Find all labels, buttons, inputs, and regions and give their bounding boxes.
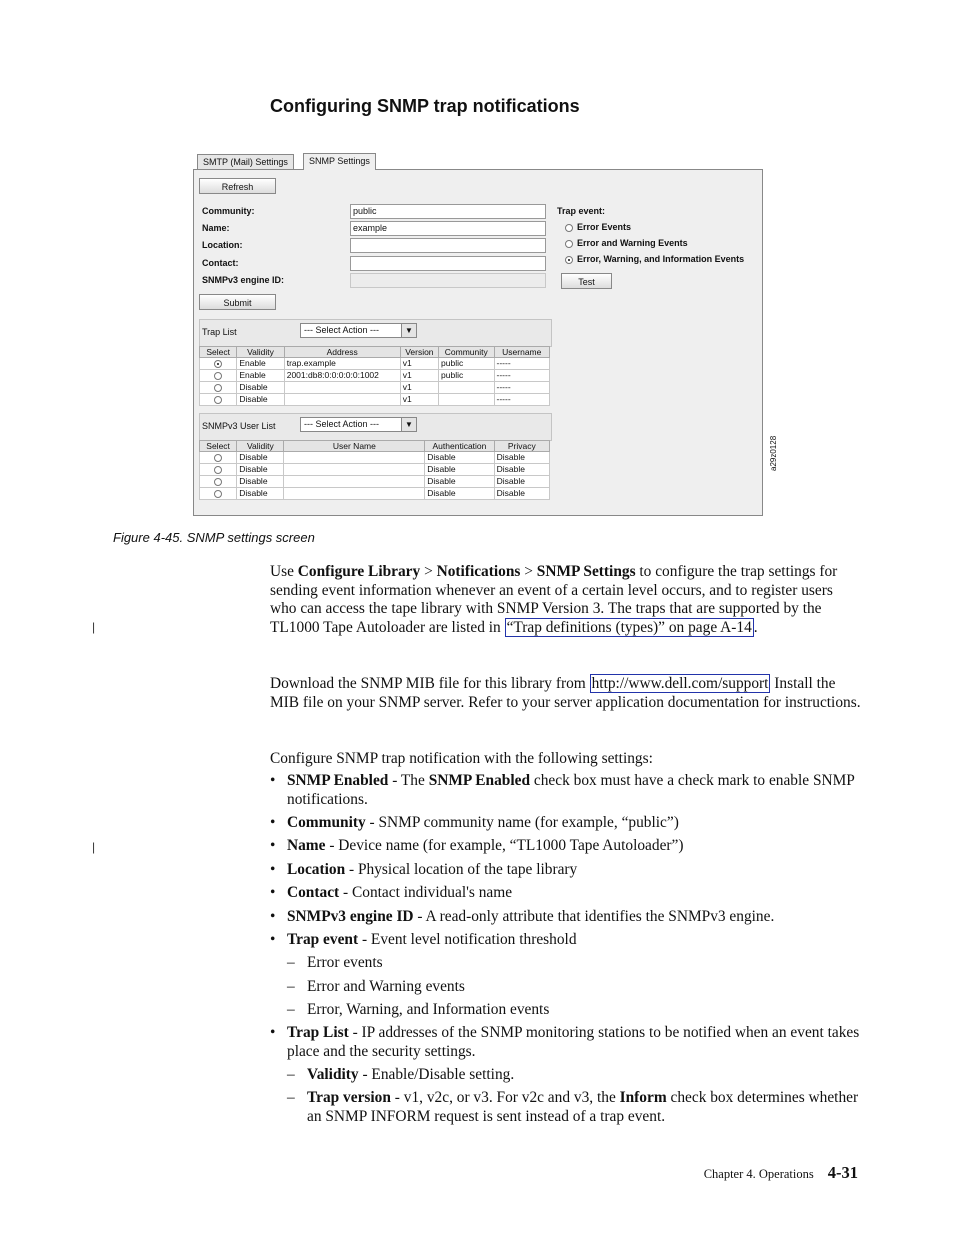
table-header-row: Select Validity User Name Authentication Privacy: [200, 441, 550, 452]
tab-smtp-settings[interactable]: SMTP (Mail) Settings: [197, 154, 294, 170]
figure-caption: Figure 4-45. SNMP settings screen: [113, 530, 315, 545]
trap-list-header: [199, 319, 552, 347]
sub-list-item: – Error, Warning, and Information events: [287, 1001, 862, 1020]
table-row[interactable]: Enable trap.example v1 public -----: [200, 358, 550, 370]
table-row[interactable]: Disable Disable Disable: [200, 476, 550, 488]
radio-icon[interactable]: [214, 478, 222, 486]
trap-event-option-all[interactable]: Error, Warning, and Information Events: [565, 254, 744, 264]
contact-label: Contact:: [202, 258, 239, 268]
radio-icon[interactable]: [214, 384, 222, 392]
page-footer: [704, 1163, 858, 1183]
table-row[interactable]: Enable 2001:db8:0:0:0:0:0:1002 v1 public -----: [200, 370, 550, 382]
intro-paragraph: Use Configure Library > Notifications > SNMP Settings to configure the trap settings for sending event information whenever an event of a certain level occurs, and to register users who can access the tape library with SNMP Version 3. The traps that are supported by the TL1000 Tape Autoloader are listed in “Trap definitions (types)” on page A-14 .: [270, 563, 838, 636]
chevron-down-icon[interactable]: ▼: [401, 324, 416, 337]
user-list-header: [199, 413, 552, 441]
configure-paragraph: Configure SNMP trap notification with the following settings:: [270, 750, 653, 767]
download-paragraph: Download the SNMP MIB file for this library from http://www.dell.com/support Install the MIB file on your SNMP server. Refer to your server application documentation for instructions.: [270, 675, 861, 711]
page-number: 4-31: [827, 1163, 858, 1182]
radio-icon[interactable]: [214, 490, 222, 498]
sub-list-item: – Error events: [287, 954, 862, 973]
community-field[interactable]: public: [350, 204, 546, 219]
trap-event-option-error[interactable]: Error Events: [565, 222, 631, 232]
snmp-settings-figure: [193, 153, 778, 515]
list-item: • Trap List - IP addresses of the SNMP monitoring stations to be notified when an event takes place and the security settings. – Validity - Enable/Disable setting. – Trap version - v1, v2c, or v3. For v2c and v3, the Inform check box determines whether an SNMP INFORM request is sent instead of a trap event.: [270, 1024, 862, 1126]
trap-event-option-error-warning[interactable]: Error and Warning Events: [565, 238, 688, 248]
change-bar: |: [92, 620, 96, 634]
snmp-settings-panel: [193, 169, 763, 516]
section-title: Configuring SNMP trap notifications: [270, 96, 580, 116]
table-row[interactable]: Disable v1 -----: [200, 394, 550, 406]
trap-list-table: [199, 346, 550, 406]
figure-id: a29z0128: [769, 435, 778, 471]
trap-definitions-link[interactable]: “Trap definitions (types)” on page A-14: [506, 618, 752, 636]
test-button[interactable]: Test: [561, 273, 612, 289]
user-list-table: [199, 440, 550, 500]
list-item: • Contact - Contact individual's name: [270, 884, 862, 903]
trap-list-action-select[interactable]: --- Select Action --- ▼: [300, 323, 417, 338]
name-label: Name:: [202, 223, 230, 233]
refresh-button[interactable]: Refresh: [199, 178, 276, 194]
list-item: • Name - Device name (for example, “TL1000 Tape Autoloader”): [270, 837, 862, 856]
table-row[interactable]: Disable v1 -----: [200, 382, 550, 394]
community-label: Community:: [202, 206, 255, 216]
list-item: • SNMPv3 engine ID - A read-only attribute that identifies the SNMPv3 engine.: [270, 908, 862, 927]
contact-field[interactable]: [350, 256, 546, 271]
submit-button[interactable]: Submit: [199, 294, 276, 310]
list-item: • Trap event - Event level notification threshold – Error events – Error and Warning events – Error, Warning, and Information events: [270, 931, 862, 1020]
radio-icon[interactable]: [214, 372, 222, 380]
trap-list-sublist: [287, 1066, 862, 1127]
engine-id-label: SNMPv3 engine ID:: [202, 275, 285, 285]
radio-icon[interactable]: [214, 454, 222, 462]
radio-icon[interactable]: [214, 396, 222, 404]
trap-event-sublist: [287, 954, 862, 1019]
table-row[interactable]: Disable Disable Disable: [200, 452, 550, 464]
user-list-action-select[interactable]: --- Select Action --- ▼: [300, 417, 417, 432]
name-field[interactable]: example: [350, 221, 546, 236]
radio-selected-icon[interactable]: [214, 360, 222, 368]
radio-icon[interactable]: [565, 224, 573, 232]
tab-snmp-settings[interactable]: SNMP Settings: [303, 153, 376, 170]
location-label: Location:: [202, 240, 243, 250]
dell-support-link[interactable]: http://www.dell.com/support: [591, 675, 769, 692]
trap-list-label: Trap List: [202, 327, 237, 337]
radio-icon[interactable]: [565, 240, 573, 248]
sub-list-item: – Trap version - v1, v2c, or v3. For v2c and v3, the Inform check box determines whether an SNMP INFORM request is sent instead of a trap event.: [287, 1089, 862, 1126]
trap-event-label: Trap event:: [557, 206, 606, 216]
list-item: • Community - SNMP community name (for example, “public”): [270, 814, 862, 833]
engine-id-field: [350, 273, 546, 288]
table-header-row: Select Validity Address Version Community Username: [200, 347, 550, 358]
chapter-label: Chapter 4. Operations: [703, 1167, 814, 1181]
change-bar: |: [92, 840, 96, 854]
table-row[interactable]: Disable Disable Disable: [200, 488, 550, 500]
radio-icon[interactable]: [214, 466, 222, 474]
list-item: • SNMP Enabled - The SNMP Enabled check box must have a check mark to enable SNMP notifications.: [270, 772, 862, 809]
user-list-label: SNMPv3 User List: [202, 421, 276, 431]
radio-selected-icon[interactable]: [565, 256, 573, 264]
sub-list-item: – Error and Warning events: [287, 978, 862, 997]
settings-list: [270, 772, 862, 1131]
list-item: • Location - Physical location of the tape library: [270, 861, 862, 880]
chevron-down-icon[interactable]: ▼: [401, 418, 416, 431]
table-row[interactable]: Disable Disable Disable: [200, 464, 550, 476]
location-field[interactable]: [350, 238, 546, 253]
sub-list-item: – Validity - Enable/Disable setting.: [287, 1066, 862, 1085]
